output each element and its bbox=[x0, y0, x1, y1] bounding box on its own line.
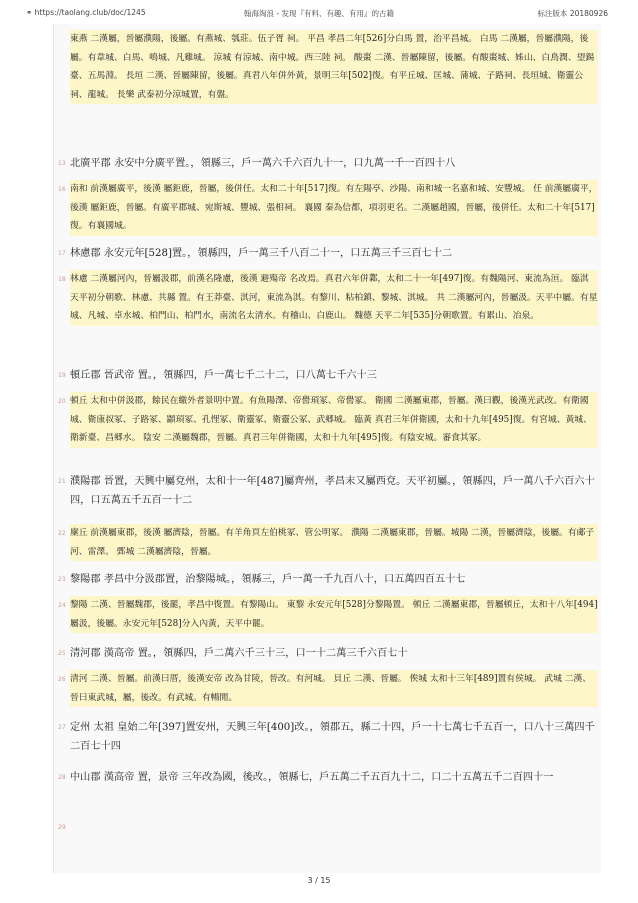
line-number: 18 bbox=[58, 276, 66, 283]
entry-text: 頓丘郡 晉武帝 置。，領縣四，戶一萬七千二十二，口八萬七千六十三 bbox=[70, 370, 377, 381]
entry-text: 黎陽 二漢、晉屬魏郡，後罷，孝昌中復置。有黎陽山。 東黎 永安元年[528]分黎陽置。 頓丘 二漢屬東郡，晉屬頓丘，太和十八年[494]屬汲，後屬。永安元年[528]分入內黃，天平中罷。 bbox=[70, 596, 598, 633]
line-number: 17 bbox=[58, 250, 66, 257]
line-number: 25 bbox=[58, 650, 66, 657]
line-number: 21 bbox=[58, 478, 66, 485]
entry-text: 林慮郡 永安元年[528]置。，領縣四，戶一萬三千八百二十一，口五萬三千三百七十二 bbox=[70, 248, 453, 259]
line-number: 22 bbox=[58, 530, 66, 537]
line-number: 16 bbox=[58, 186, 66, 193]
entry-text: 清河 二漢、晉屬。前漢曰厝，後漢安帝 改為甘陵，晉改。有河城。 貝丘 二漢、晉屬。 俟城 太和十三年[489]置有侯城。 武城 二漢、晉曰東武城，屬，後改。有武城。有暢閒。 bbox=[70, 670, 598, 707]
entry-text: 清河郡 漢高帝 置。，領縣四，戶二萬六千三十三，口一十二萬三千六百七十 bbox=[70, 648, 408, 659]
line-number: 20 bbox=[58, 398, 66, 405]
header-version: 标注版本 20180926 bbox=[537, 9, 608, 18]
line-number: 24 bbox=[58, 602, 66, 609]
line-number: 28 bbox=[58, 774, 66, 781]
document-page bbox=[53, 24, 601, 873]
line-number: 13 bbox=[58, 160, 66, 167]
entry-text: 中山郡 漢高帝 置，景帝 三年改為國，後改。，領縣七，戶五萬二千五百九十二，口二十五萬五千二百四十一 bbox=[70, 772, 554, 783]
line-number: 27 bbox=[58, 724, 66, 731]
entry-text: 東燕 二漢屬，晉屬濮陽，後屬。有燕城、瓠莊。伍子胥 祠。 平昌 孝昌二年[526]分白馬 置，治平昌城。 白馬 二漢屬，晉屬濮陽，後屬。有韋城、白馬、鳴城、凡雞城。 涼城 有涼城、南中城。西三陸 祠。 酸棗 二漢、晉屬陳留，後屬。有酸棗城、姊山、白鳥潤、望錫臺、五馬淵。 長垣 二漢、晉屬陳留，後屬。真君八年併外黃，景明三年[502]復。有平丘城、匡城、蒲城、子路祠、長垣城、衛靈公祠、龍城。 長樂 武泰初分涼城置，有盤。 bbox=[70, 30, 598, 104]
entry-text: 頓丘 太和中併汲郡，餘民在繳外者景明中置。有魚陽澤、帝嚳頊冢、帝嚳冢。 衛國 二漢屬東郡，晉屬。漢曰觀，後漢光武改。有衛國城、衛康叔冢、子路冢、顓頊冢、孔悝冢、衛靈冢、衛靈公冢、武郷城。 臨黃 真君三年併衛國，太和十九年[495]復。有宮城、黃城、衛新臺、昌郷水。 陰安 二漢屬魏郡，晉屬。真君三年併衛國，太和十九年[495]復。有陰安城。審食其冢。 bbox=[70, 392, 598, 448]
line-number: 26 bbox=[58, 676, 66, 683]
line-number: 29 bbox=[58, 824, 66, 831]
entry-text: 廩丘 前漢屬東郡，後漢 屬濟陰，晉屬。有羊角頁左伯桃冢、管公明冢。 濮陽 二漢屬東郡，晉屬。城陽 二漢，晉屬濟陰，後屬。有郕子河、雷澤。 鄄城 二漢屬濟陰，晉屬。 bbox=[70, 524, 598, 561]
entry-text: 南和 前漢屬廣平，後漢 屬鉅鹿，晉屬，後併任。太和二十年[517]復。有左陽亭、沙陽、南和城一名嘉和城、安豐城。 任 前漢屬廣平，後漢 屬鉅鹿，晉屬。有廣平郡城、宛斯城、豐城、張相祠。 襄國 秦為信都，項羽更名。二漢屬趙國，晉屬，後併任。太和二十年[517]復。有襄國城。 bbox=[70, 180, 598, 236]
entry-text: 濮陽郡 晉置，天興中屬兗州，太和十一年[487]屬齊州，孝昌末又屬西兗。天平初屬。，領縣四，戶一萬八千六百六十四，口五萬五千五百一十二 bbox=[70, 476, 595, 506]
entry-text: 定州 太祖 皇始二年[397]置安州，天興三年[400]改。，領郡五，縣二十四，戶一十七萬七千五百一，口八十三萬四千二百七十四 bbox=[70, 722, 595, 752]
page-number: 3 / 15 bbox=[307, 876, 331, 885]
header-url: ⚭ https://taolang.club/doc/1245 bbox=[26, 8, 146, 17]
entry-text: 黎陽郡 孝昌中分汲郡置，治黎陽城。，領縣三，戶一萬一千九百八十，口五萬四百五十七 bbox=[70, 574, 466, 585]
entry-text: 北廣平郡 永安中分廣平置。，領縣三，戶一萬六千六百九十一，口九萬一千一百四十八 bbox=[70, 158, 456, 169]
pdf-header bbox=[0, 0, 638, 24]
header-title: 翰海淘浪 - 发现『有料、有趣、有用』的古籍 bbox=[244, 9, 394, 18]
line-number: 19 bbox=[58, 372, 66, 379]
line-number: 23 bbox=[58, 576, 66, 583]
entry-text: 林慮 二漢屬河內，晉屬汲郡，前漢名隆慮，後漢 避殤帝 名改焉。真君六年併鄴，太和二十一年[497]復。有魏陽河、東流為洹。 臨淇 天平初分朝歌、林慮、共縣 置。有王莽臺、淇河，東流為淇。有黎川、粘柏鎮、黎城、淇城。 共 二漢屬河內，晉屬汲。天平中屬。有星城、凡城、卓水城、柏門山、柏門水，南流名太清水。有稽山、白鹿山。 魏德 天平二年[535]分朝歌置。有累山、冶泉。 bbox=[70, 270, 598, 326]
